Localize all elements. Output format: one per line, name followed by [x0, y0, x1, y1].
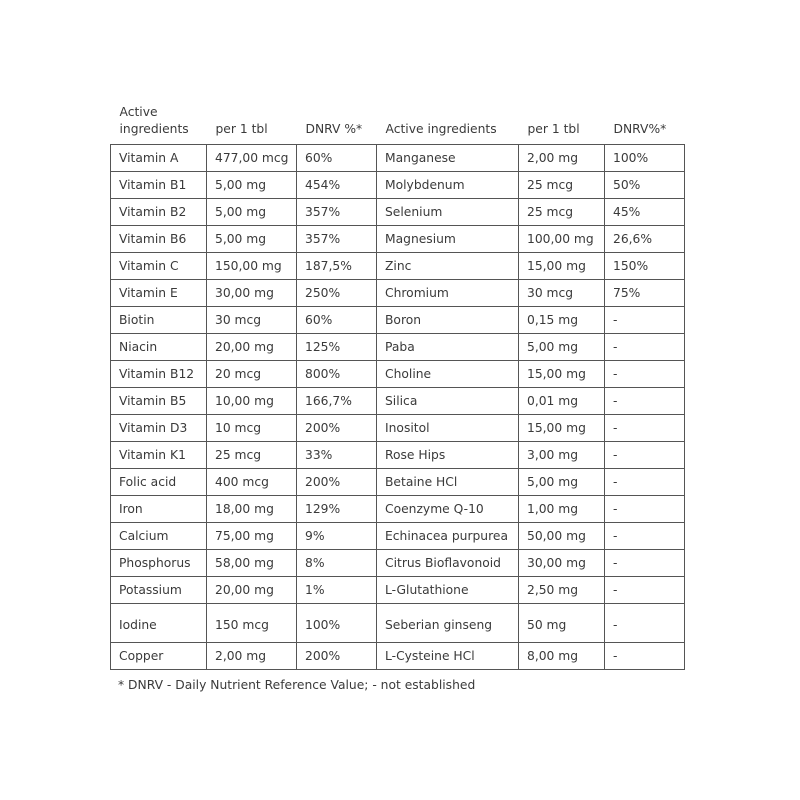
ingredient-name-cell: L-Cysteine HCl — [377, 643, 519, 670]
amount-cell: 10,00 mg — [207, 388, 297, 415]
amount-cell: 3,00 mg — [519, 442, 605, 469]
ingredient-name-cell: Vitamin B6 — [111, 226, 207, 253]
table-row — [111, 334, 685, 361]
ingredient-name-cell: Vitamin C — [111, 253, 207, 280]
ingredient-name-cell: Molybdenum — [377, 172, 519, 199]
table-row — [111, 577, 685, 604]
header-active-ingredients-2: Active ingredients — [385, 122, 497, 136]
amount-cell: 58,00 mg — [207, 550, 297, 577]
table-row — [111, 199, 685, 226]
ingredient-name-cell: Vitamin B1 — [111, 172, 207, 199]
amount-cell: 400 mcg — [207, 469, 297, 496]
amount-cell: 30,00 mg — [207, 280, 297, 307]
ingredient-name-cell: Folic acid — [111, 469, 207, 496]
dnrv-percent-cell: 1% — [297, 577, 377, 604]
dnrv-percent-cell: 75% — [605, 280, 685, 307]
ingredient-name-cell: Citrus Bioflavonoid — [377, 550, 519, 577]
amount-cell: 1,00 mg — [519, 496, 605, 523]
amount-cell: 50 mg — [519, 604, 605, 643]
amount-cell: 5,00 mg — [207, 199, 297, 226]
ingredient-name-cell: Vitamin K1 — [111, 442, 207, 469]
table-row — [111, 280, 685, 307]
table-row — [111, 145, 685, 172]
table-row — [111, 496, 685, 523]
amount-cell: 15,00 mg — [519, 361, 605, 388]
amount-cell: 20,00 mg — [207, 577, 297, 604]
table-row — [111, 388, 685, 415]
dnrv-percent-cell: 166,7% — [297, 388, 377, 415]
dnrv-percent-cell: - — [605, 604, 685, 643]
dnrv-percent-cell: 187,5% — [297, 253, 377, 280]
ingredient-name-cell: L-Glutathione — [377, 577, 519, 604]
ingredient-name-cell: Seberian ginseng — [377, 604, 519, 643]
dnrv-percent-cell: 125% — [297, 334, 377, 361]
dnrv-percent-cell: 200% — [297, 415, 377, 442]
amount-cell: 150 mcg — [207, 604, 297, 643]
ingredient-name-cell: Inositol — [377, 415, 519, 442]
amount-cell: 0,01 mg — [519, 388, 605, 415]
nutrition-table-container — [110, 102, 684, 670]
amount-cell: 20 mcg — [207, 361, 297, 388]
amount-cell: 477,00 mcg — [207, 145, 297, 172]
table-row — [111, 226, 685, 253]
header-dnrv-2: DNRV%* — [613, 122, 667, 136]
amount-cell: 15,00 mg — [519, 415, 605, 442]
ingredient-name-cell: Vitamin A — [111, 145, 207, 172]
amount-cell: 15,00 mg — [519, 253, 605, 280]
ingredient-name-cell: Manganese — [377, 145, 519, 172]
dnrv-percent-cell: - — [605, 388, 685, 415]
dnrv-percent-cell: - — [605, 334, 685, 361]
header-per-tbl-1: per 1 tbl — [215, 122, 268, 136]
dnrv-percent-cell: - — [605, 523, 685, 550]
amount-cell: 5,00 mg — [519, 469, 605, 496]
table-row — [111, 172, 685, 199]
ingredient-name-cell: Chromium — [377, 280, 519, 307]
dnrv-percent-cell: 60% — [297, 307, 377, 334]
table-row — [111, 469, 685, 496]
ingredient-name-cell: Vitamin B2 — [111, 199, 207, 226]
amount-cell: 30 mcg — [207, 307, 297, 334]
amount-cell: 100,00 mg — [519, 226, 605, 253]
dnrv-percent-cell: - — [605, 361, 685, 388]
amount-cell: 30 mcg — [519, 280, 605, 307]
ingredient-name-cell: Zinc — [377, 253, 519, 280]
ingredient-name-cell: Silica — [377, 388, 519, 415]
ingredient-name-cell: Iron — [111, 496, 207, 523]
header-dnrv-1: DNRV %* — [305, 122, 363, 136]
ingredient-name-cell: Coenzyme Q-10 — [377, 496, 519, 523]
amount-cell: 5,00 mg — [519, 334, 605, 361]
dnrv-percent-cell: 45% — [605, 199, 685, 226]
table-row — [111, 523, 685, 550]
ingredient-name-cell: Phosphorus — [111, 550, 207, 577]
dnrv-percent-cell: - — [605, 469, 685, 496]
ingredient-name-cell: Vitamin B12 — [111, 361, 207, 388]
dnrv-percent-cell: 100% — [605, 145, 685, 172]
dnrv-percent-cell: 357% — [297, 199, 377, 226]
ingredient-name-cell: Boron — [377, 307, 519, 334]
dnrv-percent-cell: - — [605, 415, 685, 442]
dnrv-percent-cell: 26,6% — [605, 226, 685, 253]
ingredient-name-cell: Potassium — [111, 577, 207, 604]
table-row — [111, 307, 685, 334]
table-header — [111, 102, 685, 145]
dnrv-percent-cell: 250% — [297, 280, 377, 307]
amount-cell: 50,00 mg — [519, 523, 605, 550]
ingredient-name-cell: Paba — [377, 334, 519, 361]
table-body — [111, 145, 685, 670]
dnrv-percent-cell: - — [605, 442, 685, 469]
amount-cell: 18,00 mg — [207, 496, 297, 523]
amount-cell: 2,50 mg — [519, 577, 605, 604]
dnrv-percent-cell: - — [605, 577, 685, 604]
amount-cell: 5,00 mg — [207, 172, 297, 199]
header-row — [111, 102, 685, 145]
ingredient-name-cell: Niacin — [111, 334, 207, 361]
ingredient-name-cell: Vitamin D3 — [111, 415, 207, 442]
dnrv-percent-cell: 9% — [297, 523, 377, 550]
table-row — [111, 643, 685, 670]
table-row — [111, 604, 685, 643]
ingredient-name-cell: Copper — [111, 643, 207, 670]
amount-cell: 75,00 mg — [207, 523, 297, 550]
amount-cell: 10 mcg — [207, 415, 297, 442]
header-per-tbl-2: per 1 tbl — [527, 122, 580, 136]
dnrv-percent-cell: - — [605, 643, 685, 670]
dnrv-percent-cell: - — [605, 550, 685, 577]
table-row — [111, 550, 685, 577]
ingredient-name-cell: Iodine — [111, 604, 207, 643]
header-active-ingredients-1: Active ingredients — [119, 105, 189, 136]
dnrv-percent-cell: 60% — [297, 145, 377, 172]
amount-cell: 25 mcg — [519, 172, 605, 199]
ingredient-name-cell: Vitamin B5 — [111, 388, 207, 415]
table-row — [111, 415, 685, 442]
ingredient-name-cell: Choline — [377, 361, 519, 388]
table-row — [111, 442, 685, 469]
dnrv-percent-cell: 200% — [297, 643, 377, 670]
dnrv-percent-cell: 33% — [297, 442, 377, 469]
dnrv-percent-cell: 150% — [605, 253, 685, 280]
dnrv-percent-cell: 800% — [297, 361, 377, 388]
ingredient-name-cell: Biotin — [111, 307, 207, 334]
amount-cell: 20,00 mg — [207, 334, 297, 361]
amount-cell: 30,00 mg — [519, 550, 605, 577]
nutrition-table — [110, 102, 685, 670]
amount-cell: 25 mcg — [519, 199, 605, 226]
amount-cell: 150,00 mg — [207, 253, 297, 280]
amount-cell: 2,00 mg — [519, 145, 605, 172]
dnrv-percent-cell: 454% — [297, 172, 377, 199]
ingredient-name-cell: Betaine HCl — [377, 469, 519, 496]
ingredient-name-cell: Magnesium — [377, 226, 519, 253]
table-row — [111, 253, 685, 280]
dnrv-percent-cell: 8% — [297, 550, 377, 577]
dnrv-percent-cell: 357% — [297, 226, 377, 253]
amount-cell: 0,15 mg — [519, 307, 605, 334]
dnrv-percent-cell: 200% — [297, 469, 377, 496]
dnrv-percent-cell: - — [605, 496, 685, 523]
dnrv-percent-cell: 100% — [297, 604, 377, 643]
amount-cell: 25 mcg — [207, 442, 297, 469]
ingredient-name-cell: Vitamin E — [111, 280, 207, 307]
ingredient-name-cell: Calcium — [111, 523, 207, 550]
ingredient-name-cell: Selenium — [377, 199, 519, 226]
dnrv-percent-cell: 129% — [297, 496, 377, 523]
dnrv-percent-cell: 50% — [605, 172, 685, 199]
ingredient-name-cell: Rose Hips — [377, 442, 519, 469]
dnrv-percent-cell: - — [605, 307, 685, 334]
amount-cell: 5,00 mg — [207, 226, 297, 253]
amount-cell: 8,00 mg — [519, 643, 605, 670]
table-row — [111, 361, 685, 388]
footnote: * DNRV - Daily Nutrient Reference Value; - not established — [118, 678, 476, 692]
amount-cell: 2,00 mg — [207, 643, 297, 670]
ingredient-name-cell: Echinacea purpurea — [377, 523, 519, 550]
